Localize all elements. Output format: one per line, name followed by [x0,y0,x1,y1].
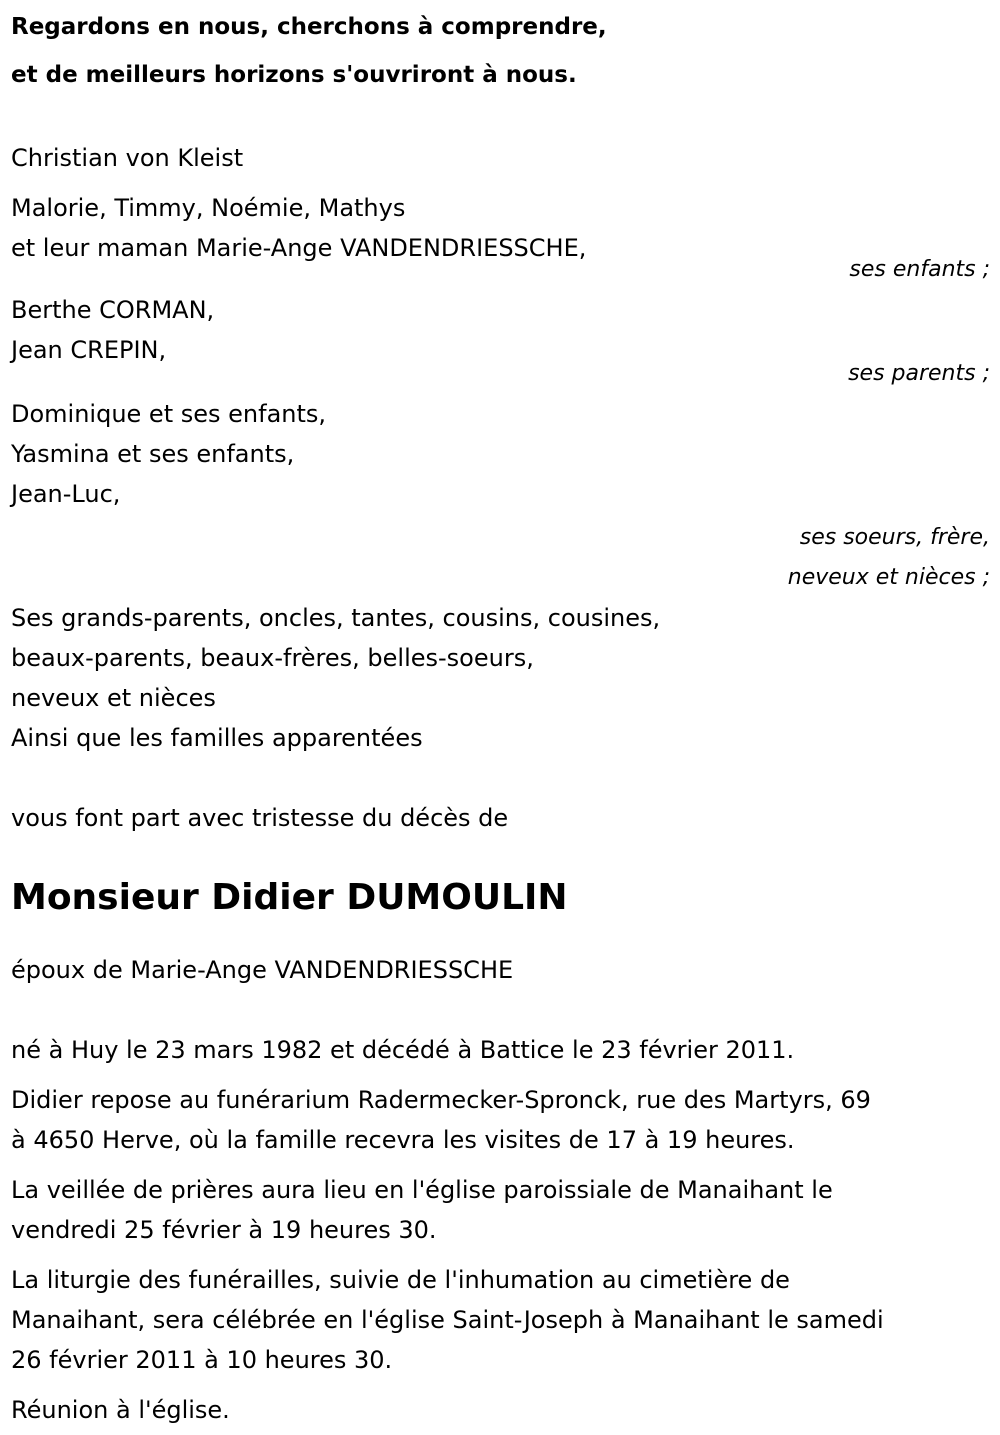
quote-line-2: et de meilleurs horizons s'ouvriront à nous. [11,62,577,88]
rest-line-1: Didier repose au funérarium Radermecker-Spronck, rue des Martyrs, 69 [11,1086,871,1114]
siblings-role-2: neveux et nièces ; [787,565,990,590]
children-role: ses enfants ; [849,257,990,282]
announcement: vous font part avec tristesse du décès de [11,804,509,832]
sibling-3: Jean-Luc, [11,480,121,508]
others-line-2: beaux-parents, beaux-frères, belles-soeurs, [11,644,534,672]
others-line-4: Ainsi que les familles apparentées [11,724,423,752]
funeral-line-1: La liturgie des funérailles, suivie de l'inhumation au cimetière de [11,1266,790,1294]
children-line-1: Malorie, Timmy, Noémie, Mathys [11,194,406,222]
children-line-2: et leur maman Marie-Ange VANDENDRIESSCHE, [11,234,587,262]
rest-line-2: à 4650 Herve, où la famille recevra les visites de 17 à 19 heures. [11,1126,795,1154]
parent-1: Berthe CORMAN, [11,296,215,324]
vigil-line-2: vendredi 25 février à 19 heures 30. [11,1216,437,1244]
parent-2: Jean CREPIN, [11,336,167,364]
funeral-line-3: 26 février 2011 à 10 heures 30. [11,1346,393,1374]
vigil-line-1: La veillée de prières aura lieu en l'église paroissiale de Manaihant le [11,1176,833,1204]
others-line-1: Ses grands-parents, oncles, tantes, cousins, cousines, [11,604,661,632]
spouse-line: époux de Marie-Ange VANDENDRIESSCHE [11,956,514,984]
quote-line-1: Regardons en nous, cherchons à comprendre, [11,14,607,40]
companion-name: Christian von Kleist [11,144,244,172]
deceased-name: Monsieur Didier DUMOULIN [11,877,568,918]
siblings-role-1: ses soeurs, frère, [799,525,990,550]
birth-death-line: né à Huy le 23 mars 1982 et décédé à Battice le 23 février 2011. [11,1036,795,1064]
sibling-2: Yasmina et ses enfants, [11,440,295,468]
sibling-1: Dominique et ses enfants, [11,400,327,428]
reunion-line: Réunion à l'église. [11,1396,230,1424]
funeral-line-2: Manaihant, sera célébrée en l'église Saint-Joseph à Manaihant le samedi [11,1306,884,1334]
others-line-3: neveux et nièces [11,684,216,712]
parents-role: ses parents ; [848,361,990,386]
